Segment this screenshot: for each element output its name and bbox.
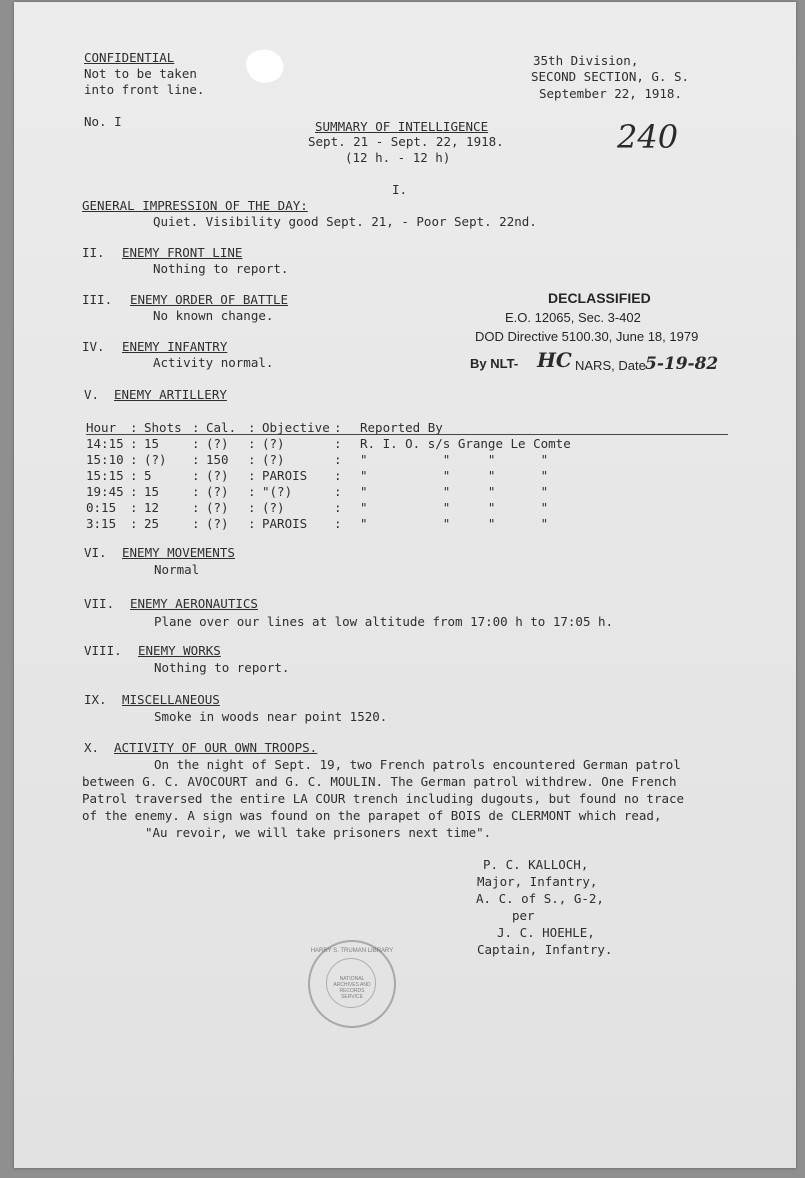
section-7-body: Plane over our lines at low altitude from 17:00 h to 17:05 h. [154,614,614,629]
cell-sep: : [192,451,200,467]
cell-reported-by: " " " " [360,499,549,515]
signature-line: Major, Infantry, [477,874,598,889]
cell-sep: : [248,515,256,531]
col-header-sep: : [334,420,342,435]
col-header-shots: Shots [144,420,182,435]
cell-hour: 15:10 [86,451,124,467]
cell-hour: 15:15 [86,467,124,483]
section-10-line: between G. C. AVOCOURT and G. C. MOULIN. The German patrol withdrew. One French [82,774,677,789]
artillery-table [86,420,571,531]
section-5-heading: ENEMY ARTILLERY [114,387,227,402]
section-2-body: Nothing to report. [153,261,289,276]
cell-sep: : [130,515,138,531]
table-row [86,499,571,515]
declassified-stamp-by-label: By NLT- [470,356,519,371]
cell-hour: 19:45 [86,483,124,499]
document-date: September 22, 1918. [539,86,682,101]
cell-sep: : [334,451,342,467]
declassified-stamp-date: 5-19-82 [645,354,719,374]
library-seal [308,940,396,1028]
cell-objective: (?) [262,499,285,515]
classification-label: CONFIDENTIAL [84,50,175,65]
section-label: SECOND SECTION, G. S. [531,69,690,84]
declassified-stamp-eo: E.O. 12065, Sec. 3-402 [505,310,641,325]
cell-objective: PAROIS [262,515,308,531]
section-8-number: VIII. [84,643,122,658]
col-header-sep: : [130,420,138,435]
col-header-cal: Cal. [206,420,237,435]
torn-hole [242,44,287,88]
col-header-objective: Objective [262,420,330,435]
cell-hour: 3:15 [86,515,117,531]
general-impression-body: Quiet. Visibility good Sept. 21, - Poor Sept. 22nd. [153,214,537,229]
section-roman-one: I. [392,182,408,197]
section-3-number: III. [82,292,113,307]
cell-objective: (?) [262,435,285,451]
table-row [86,483,571,499]
section-6-heading: ENEMY MOVEMENTS [122,545,235,560]
section-10-line: Patrol traversed the entire LA COUR trench including dugouts, but found no trace [82,791,685,806]
section-6-body: Normal [154,562,200,577]
declassified-stamp-initials: HC [537,348,572,372]
cell-sep: : [334,467,342,483]
section-2-heading: ENEMY FRONT LINE [122,245,243,260]
section-6-number: VI. [84,545,107,560]
declassified-stamp-title: DECLASSIFIED [548,290,651,306]
cell-reported-by: " " " " [360,483,549,499]
cell-shots: 15 [144,483,160,499]
table-header-rule [86,434,728,435]
handling-note-line2: into front line. [84,82,205,97]
cell-sep: : [248,451,256,467]
section-7-number: VII. [84,596,115,611]
section-4-heading: ENEMY INFANTRY [122,339,228,354]
document-title: SUMMARY OF INTELLIGENCE [315,119,489,134]
section-10-heading: ACTIVITY OF OUR OWN TROOPS. [114,740,318,755]
cell-reported-by: " " " " [360,515,549,531]
title-date-range: Sept. 21 - Sept. 22, 1918. [308,134,504,149]
signature-line: J. C. HOEHLE, [497,925,595,940]
cell-cal: (?) [206,483,229,499]
cell-objective: PAROIS [262,467,308,483]
signature-line: P. C. KALLOCH, [483,857,589,872]
section-10-number: X. [84,740,100,755]
section-8-heading: ENEMY WORKS [138,643,221,658]
section-3-heading: ENEMY ORDER OF BATTLE [130,292,289,307]
table-row [86,451,571,467]
cell-sep: : [334,435,342,451]
section-10-line: "Au revoir, we will take prisoners next time". [145,825,492,840]
cell-shots: (?) [144,451,167,467]
cell-cal: (?) [206,515,229,531]
cell-objective: (?) [262,451,285,467]
section-9-heading: MISCELLANEOUS [122,692,220,707]
cell-reported-by: R. I. O. s/s Grange Le Comte [360,435,571,451]
library-seal-outer-text: HARRY S. TRUMAN LIBRARY [310,948,394,954]
cell-sep: : [334,483,342,499]
cell-sep: : [192,467,200,483]
cell-sep: : [130,499,138,515]
cell-shots: 15 [144,435,160,451]
general-impression-heading: GENERAL IMPRESSION OF THE DAY: [82,198,308,213]
handwritten-page-number: 240 [617,118,679,156]
cell-sep: : [248,483,256,499]
cell-cal: (?) [206,467,229,483]
cell-sep: : [192,435,200,451]
signature-line: per [512,908,535,923]
section-3-body: No known change. [153,308,274,323]
cell-sep: : [130,435,138,451]
section-10-line: of the enemy. A sign was found on the parapet of BOIS de CLERMONT which read, [82,808,662,823]
cell-sep: : [334,515,342,531]
cell-cal: 150 [206,451,229,467]
signature-line: Captain, Infantry. [477,942,613,957]
declassified-stamp-directive: DOD Directive 5100.30, June 18, 1979 [475,329,699,344]
cell-shots: 25 [144,515,160,531]
library-seal-inner-text: NATIONAL ARCHIVES AND RECORDS SERVICE [333,976,371,1000]
cell-sep: : [334,499,342,515]
cell-cal: (?) [206,499,229,515]
cell-sep: : [130,483,138,499]
section-5-number: V. [84,387,100,402]
table-row [86,515,571,531]
cell-sep: : [248,435,256,451]
cell-sep: : [192,483,200,499]
col-header-sep: : [248,420,256,435]
section-2-number: II. [82,245,105,260]
document-number: No. I [84,114,122,129]
cell-shots: 12 [144,499,160,515]
section-8-body: Nothing to report. [154,660,290,675]
cell-cal: (?) [206,435,229,451]
cell-reported-by: " " " " [360,451,549,467]
table-row [86,467,571,483]
section-4-body: Activity normal. [153,355,274,370]
section-7-heading: ENEMY AERONAUTICS [130,596,258,611]
signature-line: A. C. of S., G-2, [476,891,604,906]
cell-reported-by: " " " " [360,467,549,483]
section-9-number: IX. [84,692,107,707]
cell-sep: : [248,499,256,515]
col-header-reported-by: Reported By [360,420,443,435]
section-10-line: On the night of Sept. 19, two French patrols encountered German patrol [154,757,681,772]
col-header-hour: Hour [86,420,117,435]
section-4-number: IV. [82,339,105,354]
document-page [14,2,796,1168]
cell-hour: 14:15 [86,435,124,451]
section-9-body: Smoke in woods near point 1520. [154,709,388,724]
cell-sep: : [130,451,138,467]
table-row [86,435,571,451]
cell-shots: 5 [144,467,152,483]
handling-note-line1: Not to be taken [84,66,197,81]
cell-objective: "(?) [262,483,293,499]
division-label: 35th Division, [533,53,639,68]
artillery-table-header-row [86,420,571,435]
cell-sep: : [248,467,256,483]
title-hours: (12 h. - 12 h) [345,150,451,165]
cell-hour: 0:15 [86,499,117,515]
col-header-sep: : [192,420,200,435]
cell-sep: : [130,467,138,483]
cell-sep: : [192,499,200,515]
declassified-stamp-nars-label: NARS, Date [575,358,646,373]
cell-sep: : [192,515,200,531]
